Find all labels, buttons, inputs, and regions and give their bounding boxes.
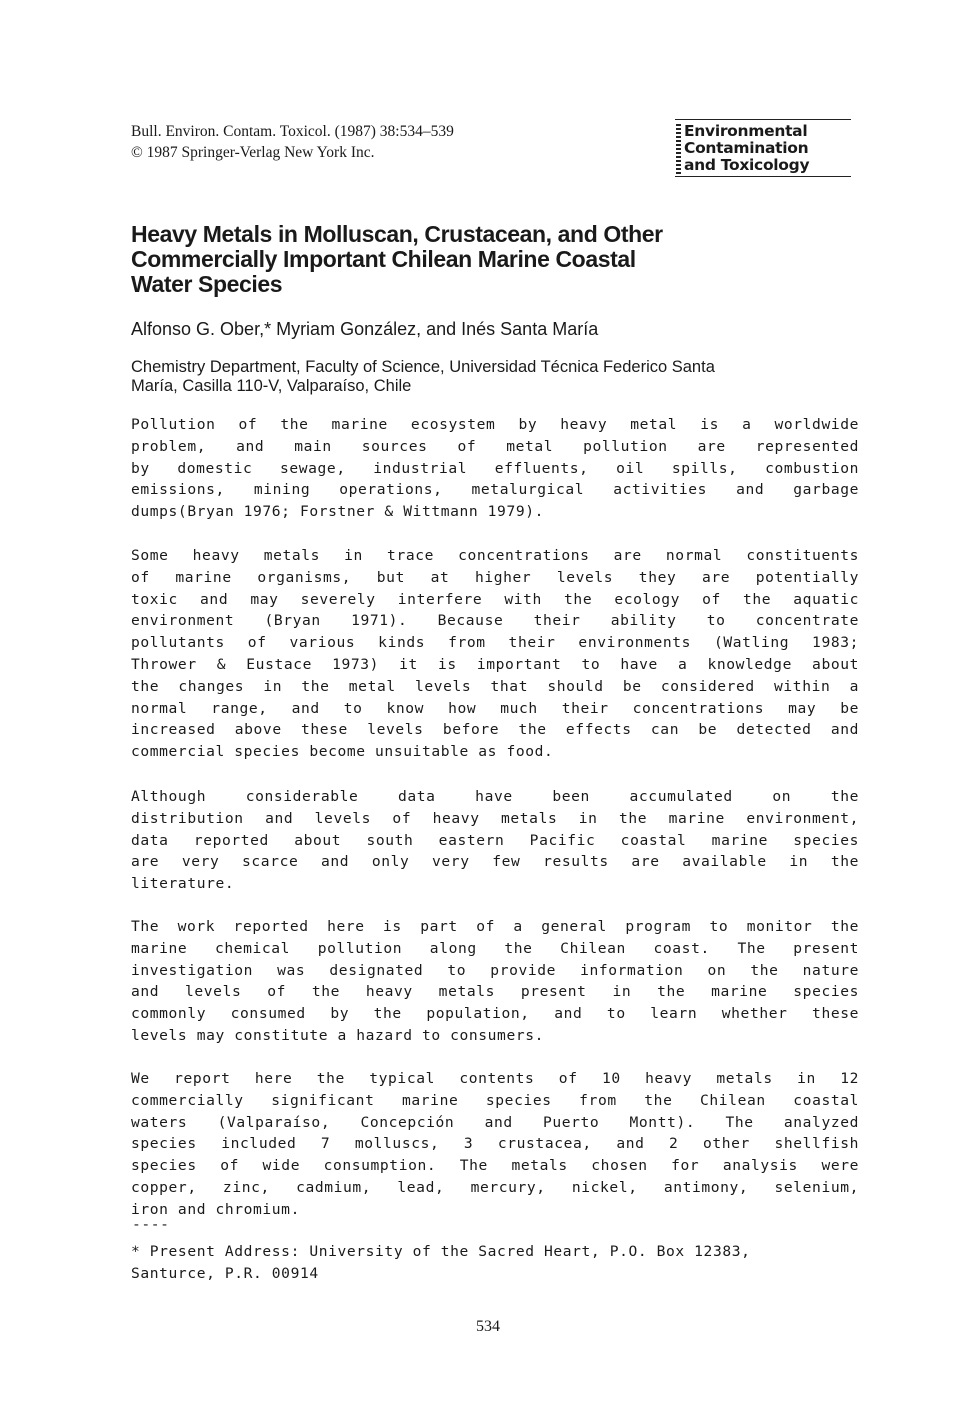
citation-line: Bull. Environ. Contam. Toxicol. (1987) 38:534–539 [131,123,454,140]
paragraph-line: commercially significant marine species from the Chilean coastal [131,1091,859,1109]
paragraph-line: Thrower & Eustace 1973) it is important to have a knowledge about [131,655,859,673]
paragraph-line: emissions, mining operations, metalurgical activities and garbage [131,481,859,499]
paragraph-line: distribution and levels of heavy metals in the marine environment, [131,809,859,827]
body-paragraph [131,1068,859,1221]
paragraph-line: waters (Valparaíso, Concepción and Puerto Montt). The analyzed [131,1113,859,1131]
copyright-line: © 1987 Springer-Verlag New York Inc. [131,144,375,161]
paragraph-line: literature. [131,875,235,893]
paragraph-line: Some heavy metals in trace concentrations are normal constituents [131,547,859,564]
paragraph-line: marine chemical pollution along the Chilean coast. The present [131,939,859,957]
page-number: 534 [476,1318,500,1335]
body-paragraph [131,414,859,523]
affiliation-line: Chemistry Department, Faculty of Science, Universidad Técnica Federico Santa [131,358,715,376]
title-line: Commercially Important Chilean Marine Coastal [131,246,636,272]
paragraph-line: commonly consumed by the population, and to learn whether these [131,1005,859,1023]
paragraph-line: and levels of the heavy metals present in the marine species [131,983,859,1001]
author-list: Alfonso G. Ober,* Myriam González, and Inés Santa María [131,319,599,339]
body-paragraph [131,545,859,763]
paragraph-line: The work reported here is part of a general program to monitor the [131,918,859,935]
journal-logo-line: Contamination [684,139,809,157]
paragraph-line: investigation was designated to provide information on the nature [131,961,859,979]
footnote-line: Santurce, P.R. 00914 [131,1264,319,1282]
footnote-rule: ---- [132,1216,170,1233]
body-paragraph [131,916,859,1047]
paragraph-line: We report here the typical contents of 10 heavy metals in 12 [131,1070,859,1087]
journal-logo [675,119,851,177]
paragraph-line: problem, and main sources of metal pollution are represented [131,437,859,455]
article-title [131,222,851,297]
logo-bar-icon [676,124,681,174]
paragraph-line: Pollution of the marine ecosystem by heavy metal is a worldwide [131,416,859,433]
paragraph-line: commercial species become unsuitable as food. [131,743,554,761]
paragraph-line: copper, zinc, cadmium, lead, mercury, nickel, antimony, selenium, [131,1178,859,1196]
paragraph-line: by domestic sewage, industrial effluents, oil spills, combustion [131,459,859,477]
paragraph-line: dumps(Bryan 1976; Forstner & Wittmann 1979). [131,503,544,521]
paragraph-line: toxic and may severely interfere with the ecology of the aquatic [131,590,859,608]
affiliation [131,358,851,396]
paragraph-line: environment (Bryan 1971). Because their ability to concentrate [131,612,859,630]
paragraph-line: the changes in the metal levels that should be considered within a [131,677,859,695]
paragraph-line: iron and chromium. [131,1200,300,1218]
journal-logo-line: Environmental [684,122,808,140]
footnote-line: * Present Address: University of the Sacred Heart, P.O. Box 12383, [131,1243,751,1260]
paragraph-line: data reported about south eastern Pacific coastal marine species [131,831,859,849]
paragraph-line: species of wide consumption. The metals chosen for analysis were [131,1157,859,1175]
citation-block [131,121,591,163]
paragraph-line: normal range, and to know how much their concentrations may be [131,699,859,717]
paragraph-line: increased above these levels before the effects can be detected and [131,721,859,739]
paragraph-line: species included 7 molluscs, 3 crustacea, and 2 other shellfish [131,1135,859,1153]
affiliation-line: María, Casilla 110-V, Valparaíso, Chile [131,377,412,395]
journal-logo-line: and Toxicology [684,156,810,174]
paragraph-line: of marine organisms, but at higher levels they are potentially [131,568,859,586]
paragraph-line: pollutants of various kinds from their environments (Watling 1983; [131,634,859,652]
footnote [131,1241,861,1285]
title-line: Heavy Metals in Molluscan, Crustacean, and Other [131,221,663,247]
paragraph-line: are very scarce and only very few results are available in the [131,853,859,871]
title-line: Water Species [131,271,283,297]
paragraph-line: levels may constitute a hazard to consumers. [131,1026,544,1044]
body-paragraph [131,786,859,895]
paragraph-line: Although considerable data have been accumulated on the [131,788,859,805]
